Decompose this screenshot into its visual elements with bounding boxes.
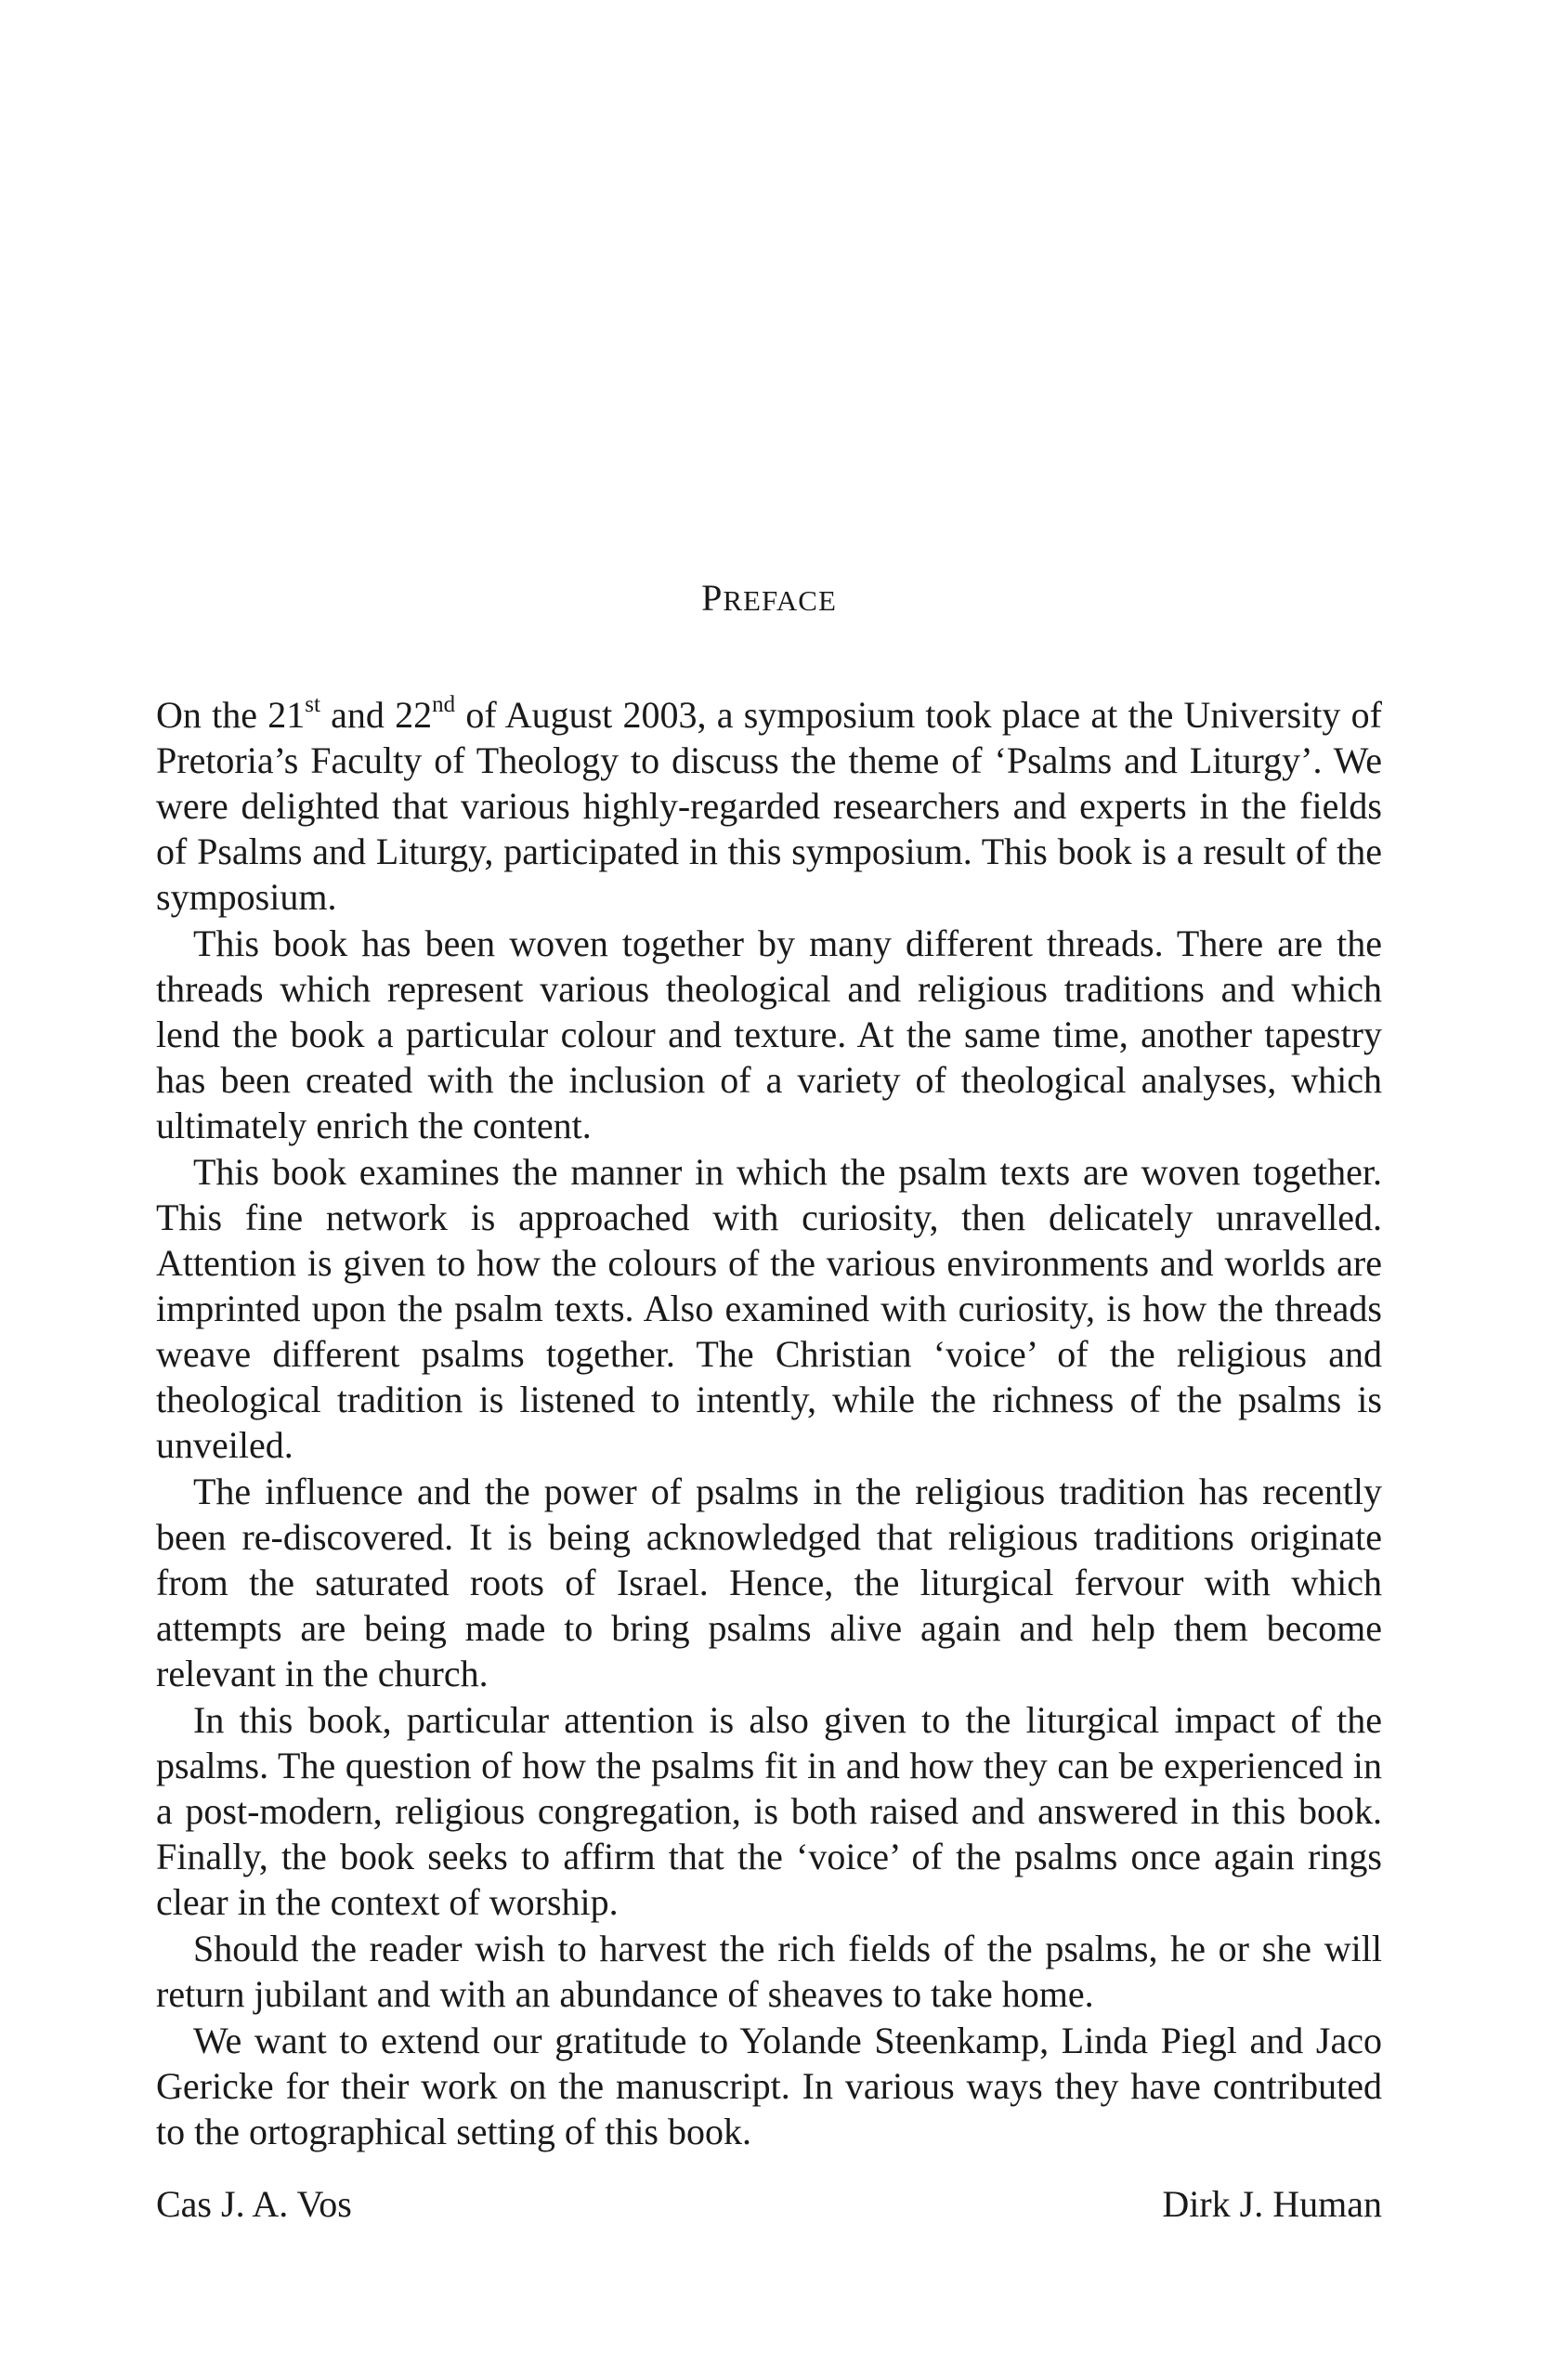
paragraph-2: This book has been woven together by many different threads. There are the threads which represent various theological and religious traditions and which lend the book a particular colour and texture. At the same time, another tapestry has been created with the inclusion of a variety of theological analyses, which ultimately enrich the content. xyxy=(156,922,1382,1146)
paragraph-4: The influence and the power of psalms in the religious tradition has recently been re-discovered. It is being acknowledged that religious traditions originate from the saturated roots of Israel. Hence, the liturgical fervour with which attempts are being made to bring psalms alive again and help them become relevant in the church. xyxy=(156,1471,1382,1694)
paragraph-1-text-b: and 22 xyxy=(320,694,433,736)
page-title xyxy=(156,576,1382,620)
signature-left: Cas J. A. Vos xyxy=(156,2183,352,2225)
paragraph-7: We want to extend our gratitude to Yolande Steenkamp, Linda Piegl and Jaco Gericke for their work on the manuscript. In various ways they have contributed to the ortographical setting of this book. xyxy=(156,2020,1382,2152)
paragraph-6: Should the reader wish to harvest the rich fields of the psalms, he or she will return jubilant and with an abundance of sheaves to take home. xyxy=(156,1928,1382,2015)
title-initial: P xyxy=(701,577,724,619)
document-page xyxy=(156,0,1382,2380)
signature-right: Dirk J. Human xyxy=(1162,2183,1382,2225)
preface-body xyxy=(156,692,1382,2155)
superscript-st: st xyxy=(305,692,320,717)
superscript-nd: nd xyxy=(432,692,456,717)
paragraph-1-text-a: On the 21 xyxy=(156,694,306,736)
paragraph-5: In this book, particular attention is also given to the liturgical impact of the psalms. The question of how the psalms fit in and how they can be experienced in a post-modern, religious congregation, is both raised and answered in this book. Finally, the book seeks to affirm that the ‘voice’ of the psalms once again rings clear in the context of worship. xyxy=(156,1699,1382,1923)
title-rest: REFACE xyxy=(723,584,837,617)
paragraph-1-text-c: of August 2003, a symposium took place at the University of Pretoria’s Faculty of Theology to discuss the theme of ‘Psalms and Liturgy’. We were delighted that various highly-regarded researchers and experts in the fields of Psalms and Liturgy, participated in this symposium. This book is a result of the symposium. xyxy=(156,694,1382,918)
paragraph-3: This book examines the manner in which the psalm texts are woven together. This fine network is approached with curiosity, then delicately unravelled. Attention is given to how the colours of the various environments and worlds are imprinted upon the psalm texts. Also examined with curiosity, is how the threads weave different psalms together. The Christian ‘voice’ of the religious and theological tradition is listened to intently, while the richness of the psalms is unveiled. xyxy=(156,1151,1382,1466)
signature-row xyxy=(156,2181,1382,2227)
paragraph-1 xyxy=(156,692,1382,920)
